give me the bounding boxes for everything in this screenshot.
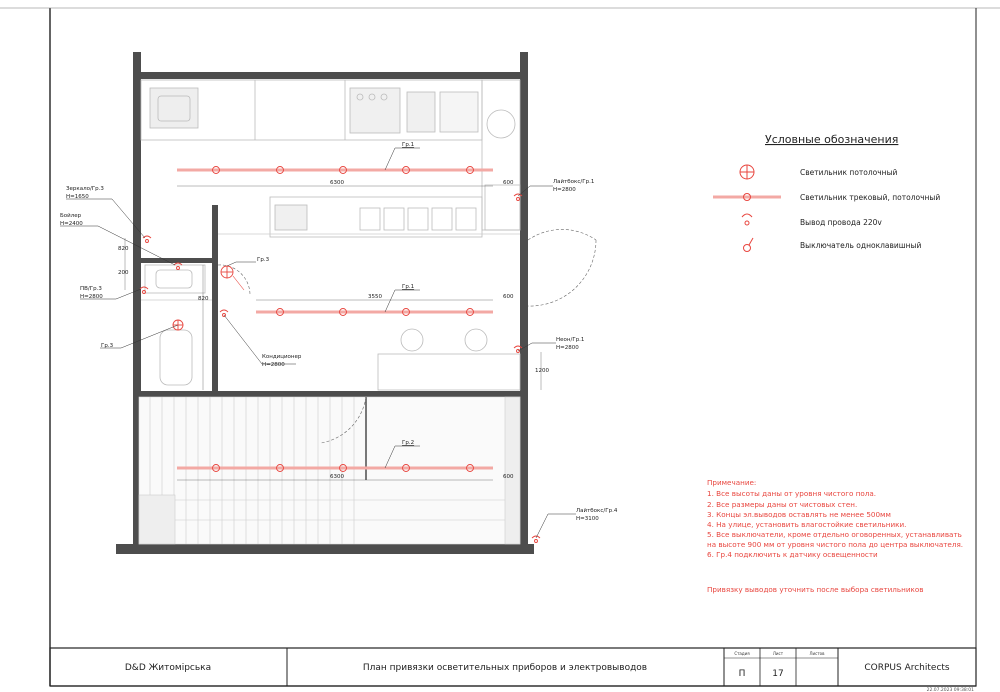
legend-item-track-light: Светильник трековый, потолочный [800,193,941,202]
company-name: CORPUS Architects [864,663,950,673]
label-conditioner: Кондиционер [262,354,302,360]
label-gr2: Гр.2 [402,440,415,446]
legend-title: Условные обозначения [765,133,899,146]
ceiling-light-icon [740,165,754,179]
dim-neon: 1200 [535,368,549,374]
label-lightbox1-h: Н=2800 [553,187,576,193]
note-6: 6. Гр.4 подключить к датчику освещенности [707,550,878,559]
label-gr3-a: Гр.3 [257,257,270,263]
stage-value: П [738,669,746,679]
sheet-header: Лист [772,651,784,656]
terrace [139,397,520,544]
label-gr1-mid: Гр.1 [402,284,415,290]
label-mirror-h: Н=1650 [66,194,89,200]
label-pv: ПВ/Гр.3 [80,286,102,292]
note-5: 5. Все выключатели, кроме отдельно оговоренных, устанавливать [707,530,962,539]
label-pv-h: Н=2800 [80,294,103,300]
legend-item-wire-output: Вывод провода 220v [800,218,882,227]
label-lightbox4-h: Н=3100 [576,516,599,522]
label-neon: Неон/Гр.1 [556,337,585,343]
dim-bot-end: 600 [503,474,514,480]
sheet-title: План привязки осветительных приборов и электровыводов [362,663,648,673]
label-neon-h: Н=2800 [556,345,579,351]
note-5-cont: на высоте 900 мм от уровня чистого пола до центра выключателя. [707,540,964,549]
dim-top-track: 6300 [330,180,344,186]
label-mirror: Зеркало/Гр.3 [66,186,104,192]
note-1: 1. Все высоты даны от уровня чистого пола. [707,489,877,498]
dim-820b: 820 [198,296,209,302]
note-4: 4. На улице, установить влагостойкие светильники. [707,520,907,529]
notes-title: Примечание: [707,478,757,487]
note-3: 3. Концы эл.выводов оставлять не менее 500мм [707,510,891,519]
note-2: 2. Все размеры даны от чистовых стен. [707,500,858,509]
label-conditioner-h: Н=2800 [262,362,285,368]
print-date: 22.07.2023 09:38:01 [926,688,974,692]
stage-header: Стадия [734,651,750,656]
label-lightbox4: Лайтбокс/Гр.4 [576,508,618,514]
label-boiler: Бойлер [60,213,82,219]
dim-820a: 820 [118,246,129,252]
sheets-header: Листов [809,651,825,656]
dim-200: 200 [118,270,129,276]
label-gr3-b: Гр.3 [101,343,114,349]
project-name: D&D Житомірська [124,663,212,673]
dim-mid-end: 600 [503,294,514,300]
label-boiler-h: Н=2400 [60,221,83,227]
dim-top-end: 600 [503,180,514,186]
notes-footer: Привязку выводов уточнить после выбора светильников [707,585,924,594]
sheet-number: 17 [772,669,784,679]
dim-bot-track: 6300 [330,474,344,480]
label-gr1-top: Гр.1 [402,142,415,148]
dim-mid-track: 3550 [368,294,382,300]
label-lightbox1: Лайтбокс/Гр.1 [553,179,595,185]
legend-item-switch: Выключатель одноклавишный [800,241,922,250]
legend-item-ceiling-light: Светильник потолочный [800,168,898,177]
